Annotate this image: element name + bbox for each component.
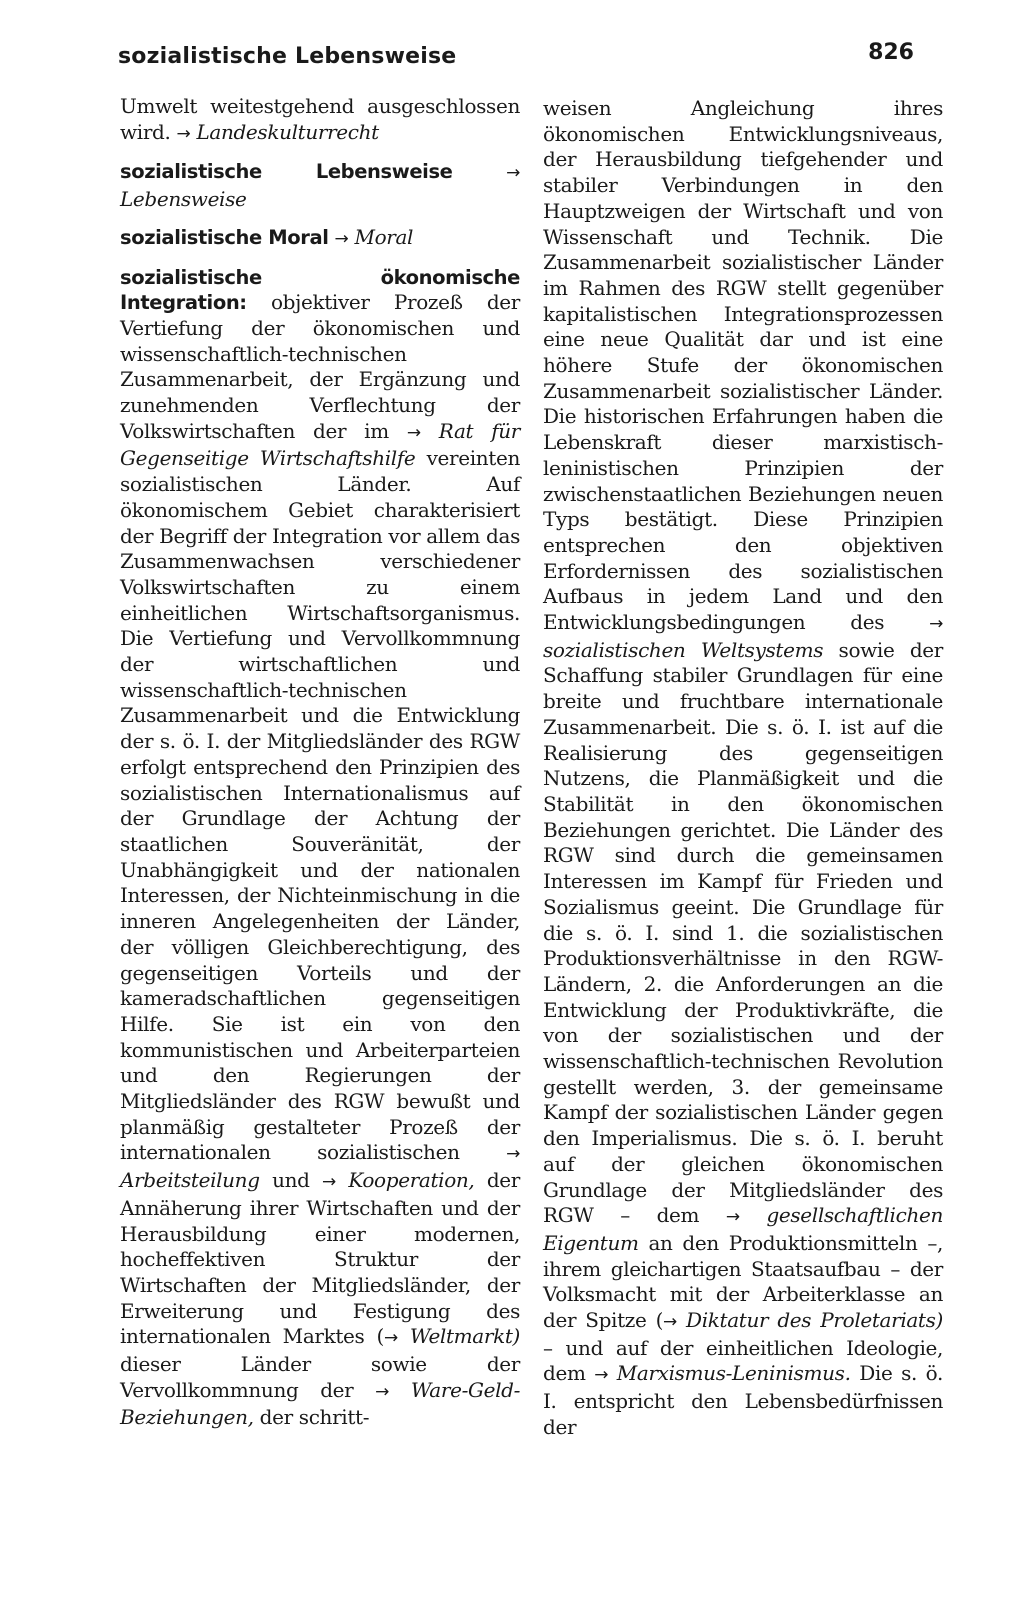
entry-headword: sozialistische Lebensweise (120, 160, 453, 184)
cross-reference-arrow-icon: → (594, 1365, 609, 1386)
entry-text: an den Produktionsmitteln –, ihrem gleichartigen Staatsaufbau – der Volksmacht mit der Arbeiterklasse an der Spitze ( (543, 1230, 943, 1333)
left-column (120, 94, 520, 1431)
cross-reference-arrow-icon: → (383, 1328, 398, 1349)
cross-reference: Weltmarkt) (409, 1324, 520, 1349)
cross-reference-arrow-icon: → (176, 123, 191, 144)
cross-reference-arrow-icon: → (929, 614, 943, 635)
cross-reference: Diktatur des Proletariats) (686, 1308, 943, 1333)
cross-reference: Moral (354, 224, 414, 249)
cross-reference: Arbeitsteilung (120, 1168, 260, 1193)
entry-text: Die s. ö. I. entspricht den Lebensbedürfnissen der (543, 1361, 943, 1439)
cross-reference-arrow-icon: → (322, 1172, 336, 1193)
cross-reference: Kooperation, (348, 1168, 475, 1193)
entry-lebensweise (120, 159, 520, 212)
cross-reference-arrow-icon: → (725, 1207, 740, 1228)
entry-text: objektiver Prozeß der Vertiefung der ökonomischen und wissenschaftlich-technischen Zusammenarbeit, der Ergänzung und zunehmenden Verflechtung der Volkswirtschaften der im (120, 290, 520, 443)
entry-text: sowie der Schaffung stabiler Grundlagen für eine breite und fruchtbare internationale Zusammenarbeit. Die s. ö. I. ist auf die Realisierung des gegenseitigen Nutzens, die Planmäßigkeit und die Stabilität in den ökonomischen Beziehungen gerichtet. Die Länder des RGW sind durch die gemeinsamen Interessen im Kampf für Frieden und Sozialismus geeint. Die Grundlage für die s. ö. I. sind 1. die sozialistischen Produktionsverhältnisse in den RGW-Ländern, 2. die Anforderungen an die Entwicklung der Produktivkräfte, die von der sozialistischen und der wissenschaftlich-technischen Revolution gestellt werden, 3. der gemeinsame Kampf der sozialistischen Länder gegen den Imperialismus. Die s. ö. I. beruht auf der gleichen ökonomischen Grundlage der Mitgliedsländer des RGW – dem (543, 637, 943, 1228)
cross-reference-arrow-icon: → (375, 1381, 390, 1402)
cross-reference: Marxismus-Leninismus. (616, 1361, 851, 1386)
entry-text: Umwelt weitestgehend ausgeschlossen wird. (120, 94, 520, 144)
cross-reference-arrow-icon: → (406, 422, 421, 443)
cross-reference: Landeskulturrecht (196, 119, 379, 144)
entry-integration (120, 265, 520, 1432)
cross-reference-arrow-icon: → (506, 1144, 520, 1165)
entry-moral (120, 225, 520, 253)
cross-reference: Rat für Gegenseitige Wirtschaftshilfe (120, 418, 521, 471)
entry-text: weisen Angleichung ihres ökonomischen Entwicklungsniveaus, der Herausbildung tiefgehender und stabiler Verbindungen in den Hauptzweigen der Wirtschaft und von Wissenschaft und Technik. Die Zusammenarbeit sozialistischer Länder im Rahmen des RGW stellt gegenüber kapitalistischen Integrationsprozessen eine neue Qualität dar und ist eine höhere Stufe der ökonomischen Zusammenarbeit sozialistischer Länder. Die historischen Erfahrungen haben die Lebenskraft dieser marxistisch-leninistischen Prinzipien der zwischenstaatlichen Beziehungen neuen Typs bestätigt. Diese Prinzipien entsprechen den objektiven Erfordernissen des sozialistischen Aufbaus in jedem Land und den Entwicklungsbedingungen des (543, 96, 943, 635)
entry-text: der schritt- (259, 1405, 370, 1430)
right-column (543, 96, 943, 1441)
page-number: 826 (868, 40, 914, 65)
entry-continuation (120, 94, 520, 147)
cross-reference: Ware-Geld-Beziehungen, (120, 1377, 520, 1430)
entry-text: – und auf der einheitlichen Ideologie, dem (543, 1335, 943, 1386)
cross-reference: gesellschaftlichen Eigentum (543, 1203, 943, 1255)
cross-reference-arrow-icon: → (663, 1312, 677, 1333)
entry-text: vereinten sozialistischen Länder. Auf ökonomischem Gebiet charakterisiert der Begriff der Integration vor allem das Zusammenwachsen verschiedener Volkswirtschaften zu einem einheitlichen Wirtschaftsorganismus. Die Vertiefung und Vervollkommnung der wirtschaftlichen und wissenschaftlich-technischen Zusammenarbeit und die Entwicklung der s. ö. I. der Mitgliedsländer des RGW erfolgt entsprechend den Prinzipien des sozialistischen Internationalismus auf der Grundlage der Achtung der staatlichen Souveränität, der Unabhängigkeit und der nationalen Interessen, der Nichteinmischung in die inneren Angelegenheiten der Länder, der völligen Gleichberechtigung, des gegenseitigen Vorteils und der kameradschaftlichen gegenseitigen Hilfe. Sie ist ein von den kommunistischen und Arbeiterparteien und den Regierungen der Mitgliedsländer des RGW bewußt und planmäßig gestalteter Prozeß der internationalen sozialistischen (120, 446, 520, 1165)
running-head: sozialistische Lebensweise (118, 44, 457, 69)
entry-integration-continued (543, 96, 943, 1441)
entry-text: und (272, 1168, 310, 1193)
cross-reference-arrow-icon: → (506, 163, 520, 184)
cross-reference: sozialistischen Weltsystems (543, 637, 824, 662)
entry-text: der Annäherung ihrer Wirtschaften und der Herausbildung einer modernen, hocheffektiven Struktur der Wirtschaften der Mitgliedsländer, der Erweiterung und Festigung des internationalen Marktes ( (120, 1168, 520, 1349)
entry-headword: sozialistische ökonomische Integration: (120, 265, 520, 315)
entry-headword: sozialistische Moral (120, 225, 329, 249)
entry-text: dieser Länder sowie der Vervollkommnung der (120, 1352, 520, 1402)
cross-reference: Lebensweise (120, 187, 247, 212)
cross-reference-arrow-icon: → (334, 228, 349, 249)
